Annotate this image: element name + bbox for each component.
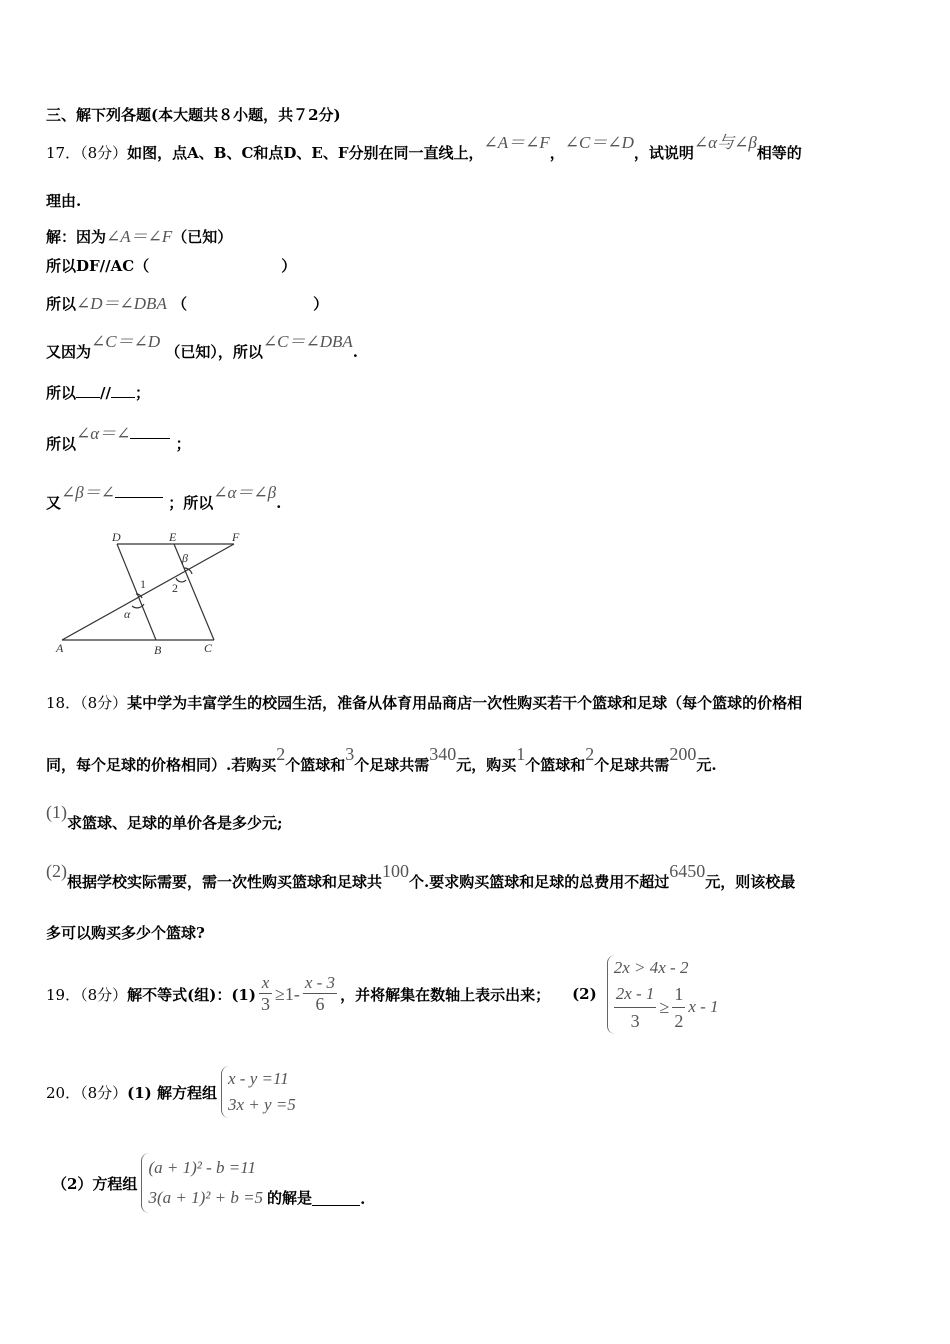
fraction-numerator: 1 — [672, 981, 685, 1008]
q18-num-100: 100 — [382, 861, 410, 881]
answer-blank[interactable] — [312, 1191, 360, 1206]
section-title: 三、解下列各题(本大题共８小题，共７2分) — [46, 106, 341, 124]
q18-part-2-text: 根据学校实际需要，需一次性购买篮球和足球共 — [67, 873, 383, 891]
fraction-numerator: x - 3 — [304, 973, 336, 992]
answer-blank[interactable] — [130, 424, 170, 439]
q17-step-5-text: 所以 — [46, 384, 77, 402]
q17-step-4-math: ∠C＝∠D — [91, 332, 161, 351]
fraction-x-minus-3-over-6 — [303, 973, 337, 1015]
fraction-2x-minus-1-over-3 — [614, 981, 657, 1034]
fraction-denominator: 6 — [315, 994, 325, 1014]
q20-equation-system-1 — [221, 1066, 296, 1118]
q18-num-2b: 2 — [585, 744, 595, 764]
q18-num-3: 3 — [345, 744, 355, 764]
q18-text-2f: 个足球共需 — [594, 756, 670, 774]
q17-step-4-end: . — [352, 343, 358, 361]
q18-num-200: 200 — [669, 744, 697, 764]
q17-step-5-end: ； — [134, 384, 150, 402]
q17-step-7-math: ∠β＝∠ — [61, 483, 115, 502]
fraction-denominator: 3 — [630, 1010, 640, 1031]
q18-text-2b: 个篮球和 — [285, 756, 346, 774]
q17-step-7-text-2: ；所以 — [168, 494, 214, 512]
q17-step-6-end: ； — [175, 435, 191, 453]
q19-ge-1: ≥1- — [274, 983, 300, 1004]
q18-part-2-label: (2) — [46, 861, 67, 881]
line-db — [117, 544, 156, 640]
q18-part-2-text-4: 多可以购买多少个篮球? — [46, 924, 205, 942]
q19-text-2: ，并将解集在数轴上表示出来； — [340, 985, 551, 1004]
q18-text-2g: 元. — [696, 756, 717, 774]
q19-row-2-tail: x - 1 — [688, 997, 719, 1016]
q20-part-2-text: 的解是 — [267, 1189, 313, 1207]
q18-text-2d: 元，购买 — [456, 756, 517, 774]
q17-step-4 — [46, 332, 358, 362]
q18-part-2-text-3: 元，则该校最 — [705, 873, 796, 891]
q17-step-2-close: ） — [281, 257, 297, 275]
q19-system-row-1: 2x > 4x - 2 — [613, 957, 689, 977]
q17-math-cd: ∠C＝∠D — [564, 133, 634, 152]
q17-step-3 — [46, 289, 328, 314]
q19-stem — [46, 952, 719, 1036]
q17-stem — [46, 133, 802, 163]
q19-number: 19．（8分） — [46, 985, 128, 1004]
q18-num-6450: 6450 — [669, 861, 706, 881]
fraction-numerator: 2x - 1 — [614, 981, 657, 1008]
label-beta: β — [182, 551, 188, 565]
q19-ge-2: ≥ — [659, 997, 670, 1017]
label-E: E — [169, 530, 177, 544]
q17-step-4-math-2: ∠C＝∠DBA — [262, 332, 353, 351]
q18-text-2c: 个足球共需 — [354, 756, 430, 774]
answer-blank[interactable] — [76, 383, 100, 398]
label-A: A — [56, 641, 64, 655]
q17-step-6 — [46, 424, 191, 454]
q17-number: 17．（8分） — [46, 144, 128, 162]
fraction-x-over-3 — [259, 973, 272, 1015]
q17-step-1-math: ∠A＝∠F — [106, 227, 173, 246]
q20-system-2-row-1: (a + 1)² - b =11 — [148, 1158, 256, 1177]
q17-step-1 — [46, 222, 232, 247]
q17-text-3: 相等的 — [756, 144, 802, 162]
label-angle-2: 2 — [172, 581, 178, 595]
q20-part-2-label: （2）方程组 — [52, 1174, 138, 1193]
q17-step-6-math: ∠α＝∠ — [76, 424, 131, 443]
q17-step-4-text: 又因为 — [46, 343, 92, 361]
q18-part-2-text-2: 个.要求购买篮球和足球的总费用不超过 — [409, 873, 670, 891]
label-D: D — [112, 530, 121, 544]
q20-equation-system-2 — [141, 1153, 263, 1213]
q18-text-2a: 同，每个足球的价格相同）.若购买 — [46, 756, 277, 774]
q20-system-2-row-2: 3(a + 1)² + b =5 — [148, 1188, 264, 1207]
q17-step-3-math: ∠D＝∠DBA — [76, 294, 167, 313]
q17-step-3-close: ） — [313, 295, 329, 313]
q18-part-2 — [46, 861, 796, 892]
q18-number: 18．（8分） — [46, 694, 128, 712]
label-F: F — [232, 530, 240, 544]
q17-step-7-text: 又 — [46, 494, 62, 512]
q20-text-1: (1) 解方程组 — [127, 1083, 217, 1102]
label-C: C — [204, 641, 213, 655]
q17-text-1: 如图，点A、B、C和点D、E、F分别在同一直线上， — [127, 144, 484, 162]
q17-step-7-end: . — [276, 494, 282, 512]
fraction-denominator: 3 — [260, 994, 270, 1014]
q18-num-1: 1 — [516, 744, 526, 764]
q20-part-2 — [52, 1148, 365, 1218]
q18-part-1-label: (1) — [46, 802, 67, 822]
q17-step-3-open: （ — [172, 295, 188, 313]
q20-system-1-row-1: x - y =11 — [228, 1069, 289, 1088]
q18-text-1: 某中学为丰富学生的校园生活，准备从体育用品商店一次性购买若干个篮球和足球（每个篮球的价格相 — [127, 694, 803, 712]
label-alpha: α — [124, 607, 131, 621]
q17-step-6-text: 所以 — [46, 435, 77, 453]
q17-step-3-text: 所以 — [46, 295, 77, 313]
label-angle-1: 1 — [140, 577, 146, 591]
q17-geometry-figure — [52, 528, 252, 658]
q17-step-2 — [46, 255, 296, 276]
q17-step-5-parallel: // — [100, 384, 111, 402]
q19-inequality-system — [607, 955, 719, 1034]
q17-text-2: ，试说明 — [633, 144, 694, 162]
q18-num-340: 340 — [429, 744, 457, 764]
q17-step-4-text-2: （已知），所以 — [165, 343, 263, 361]
answer-blank[interactable] — [115, 483, 163, 498]
q18-stem — [46, 692, 802, 713]
q17-math-af: ∠A＝∠F — [483, 133, 550, 152]
q18-text-2e: 个篮球和 — [525, 756, 586, 774]
q18-num-2: 2 — [276, 744, 286, 764]
label-B: B — [154, 643, 162, 657]
fraction-1-over-2 — [672, 981, 685, 1034]
q17-step-2-text: 所以DF//AC（ — [46, 257, 150, 275]
q20-number: 20．（8分） — [46, 1083, 128, 1102]
q17-step-1-text: 解：因为 — [46, 228, 107, 246]
q18-part-1 — [46, 802, 283, 833]
fraction-denominator: 2 — [674, 1010, 684, 1031]
q20-system-1-row-2: 3x + y =5 — [228, 1095, 296, 1114]
q18-line-2 — [46, 744, 717, 775]
q18-part-1-text: 求篮球、足球的单价各是多少元; — [67, 814, 283, 832]
q19-part-2-label: (2) — [572, 985, 597, 1003]
q19-text-1: 解不等式(组)：(1) — [127, 985, 256, 1004]
fraction-numerator: x — [259, 973, 272, 994]
q17-sep: ， — [549, 144, 565, 162]
q17-step-7-math-2: ∠α＝∠β — [213, 483, 277, 502]
q20-stem — [46, 1060, 296, 1124]
q20-part-2-end: . — [360, 1190, 366, 1208]
answer-blank[interactable] — [111, 383, 135, 398]
q17-text-4: 理由. — [46, 192, 82, 210]
q19-system-row-2 — [614, 981, 719, 1034]
q17-step-5 — [46, 382, 150, 403]
q17-math-ab: ∠α与∠β — [693, 133, 757, 152]
q17-step-7 — [46, 483, 282, 513]
q17-step-1-reason: （已知） — [172, 228, 233, 246]
